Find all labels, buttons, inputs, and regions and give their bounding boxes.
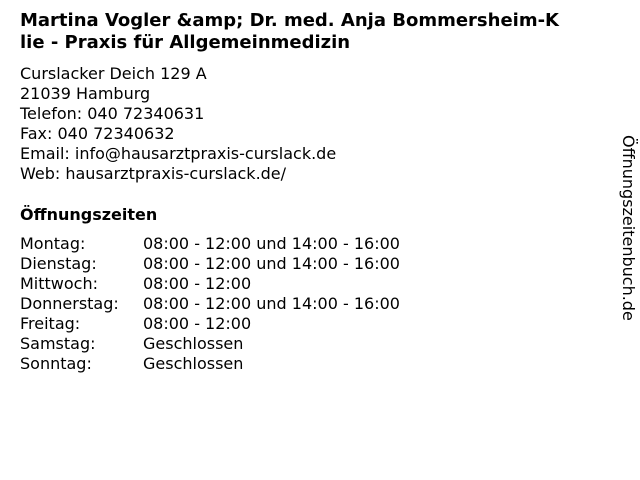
street-address: Curslacker Deich 129 A [20, 64, 207, 83]
practice-title: Martina Vogler &amp; Dr. med. Anja Bommersheim-K lie - Praxis für Allgemeinmedizin [20, 10, 560, 53]
time-value: 08:00 - 12:00 und 14:00 - 16:00 [143, 254, 400, 273]
time-value: 08:00 - 12:00 [143, 314, 252, 333]
day-label: Montag: [20, 234, 86, 253]
brand-watermark [616, 135, 640, 365]
address-block [20, 64, 336, 184]
fax-number: Fax: 040 72340632 [20, 124, 175, 143]
phone-number: Telefon: 040 72340631 [20, 104, 205, 123]
day-label: Dienstag: [20, 254, 97, 273]
day-label: Samstag: [20, 334, 96, 353]
city-address: 21039 Hamburg [20, 84, 151, 103]
opening-hours-heading: Öffnungszeiten [20, 205, 158, 224]
email-address: Email: info@hausarztpraxis-curslack.de [20, 144, 337, 163]
time-value: Geschlossen [143, 354, 244, 373]
time-value: 08:00 - 12:00 und 14:00 - 16:00 [143, 234, 400, 253]
time-value: Geschlossen [143, 334, 244, 353]
website-address: Web: hausarztpraxis-curslack.de/ [20, 164, 287, 183]
time-value: 08:00 - 12:00 und 14:00 - 16:00 [143, 294, 400, 313]
day-label: Freitag: [20, 314, 81, 333]
day-label: Mittwoch: [20, 274, 98, 293]
day-label: Sonntag: [20, 354, 92, 373]
day-label: Donnerstag: [20, 294, 119, 313]
brand-text: Öffnungszeitenbuch.de [619, 135, 638, 321]
time-value: 08:00 - 12:00 [143, 274, 252, 293]
